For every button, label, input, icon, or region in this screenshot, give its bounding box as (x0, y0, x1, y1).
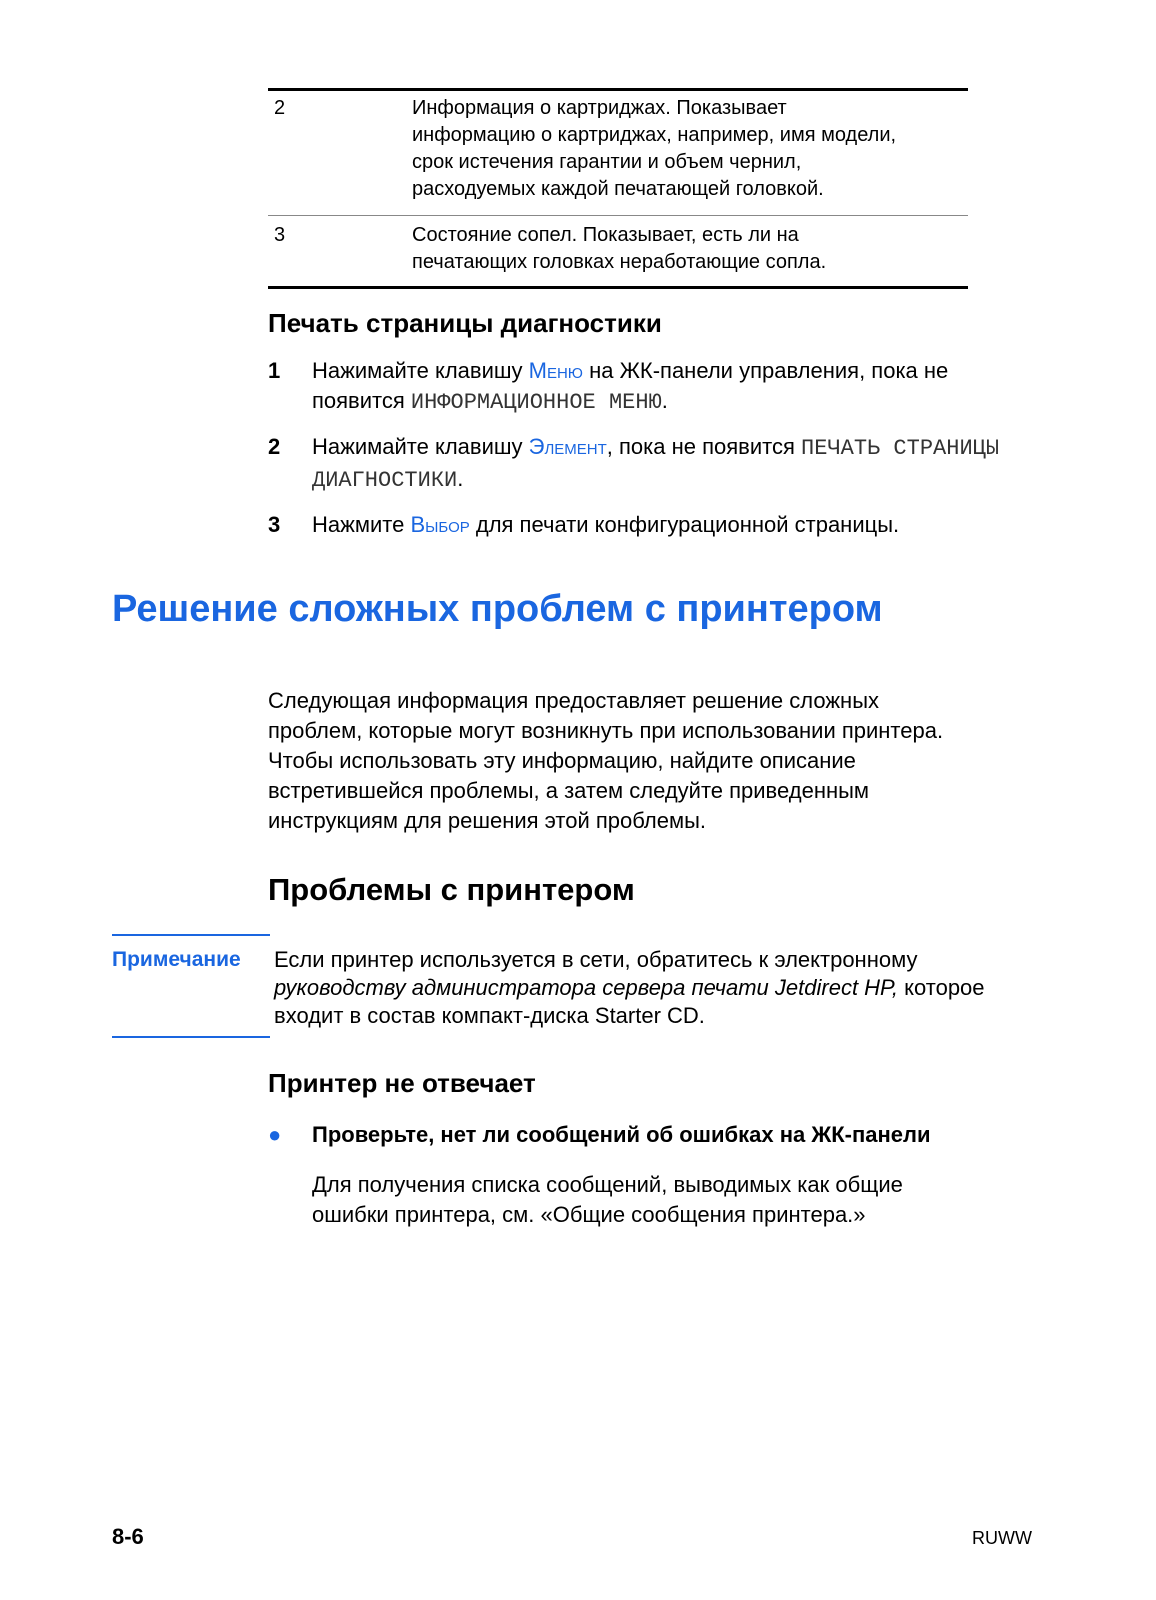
note-italic: руководству администратора сервера печати Jetdirect HP, (274, 975, 899, 1000)
step-number: 3 (268, 512, 281, 537)
step-item (268, 432, 1008, 496)
bullet-item (268, 1122, 931, 1148)
step-number: 2 (268, 434, 281, 459)
body-line: ошибки принтера, см. «Общие сообщения принтера.» (312, 1202, 866, 1227)
intro-line: Следующая информация предоставляет решение сложных (268, 688, 880, 713)
bullet-title: Проверьте, нет ли сообщений об ошибках на ЖК-панели (312, 1122, 931, 1147)
intro-line: проблем, которые могут возникнуть при использовании принтера. (268, 718, 944, 743)
desc-line: срок истечения гарантии и объем чернил, (412, 151, 802, 173)
note-rule-top (112, 934, 270, 936)
diag-heading-wrap (268, 308, 662, 339)
lcd-message: ПЕЧАТЬ СТРАНИЦЫ ДИАГНОСТИКИ (312, 436, 1000, 493)
body-line: Для получения списка сообщений, выводимых как общие (312, 1172, 903, 1197)
diag-steps (268, 356, 1008, 554)
step-mid: для печати конфигурационной страницы. (469, 512, 900, 537)
step-mid: на ЖК-панели управления, пока не появится (312, 358, 949, 413)
step-text (312, 356, 1008, 418)
step-post: . (661, 388, 668, 413)
no-response-heading: Принтер не отвечает (268, 1068, 536, 1098)
row-number: 3 (274, 224, 286, 246)
note-line (274, 974, 1074, 1002)
desc-line: информацию о картриджах, например, имя модели, (412, 124, 897, 146)
step-item (268, 356, 1008, 418)
note-rule-bottom (112, 1036, 270, 1038)
desc-line: Информация о картриджах. Показывает (412, 97, 787, 119)
intro-line: инструкциям для решения этой проблемы. (268, 808, 707, 833)
diag-heading: Печать страницы диагностики (268, 308, 662, 338)
table-row (268, 91, 968, 216)
step-item (268, 510, 1008, 540)
main-heading: Решение сложных проблем с принтером (112, 588, 883, 630)
printer-problems-heading: Проблемы с принтером (268, 872, 635, 907)
note-label: Примечание (112, 948, 241, 971)
row-description (412, 95, 968, 203)
key-select: Выбор (410, 512, 470, 537)
key-item: Элемент (528, 434, 607, 459)
info-table (268, 88, 968, 289)
table-row (268, 216, 968, 286)
step-number: 1 (268, 358, 281, 383)
key-menu: Меню (528, 358, 583, 383)
bullet-body (312, 1170, 1072, 1230)
page-number: 8-6 (112, 1524, 144, 1549)
lcd-message: ИНФОРМАЦИОННОЕ МЕНЮ (410, 390, 662, 415)
desc-line: печатающих головках неработающие сопла. (412, 251, 827, 273)
step-text (312, 510, 1008, 540)
intro-line: встретившейся проблемы, а затем следуйте приведенным (268, 778, 870, 803)
bullet-icon: ● (268, 1122, 282, 1147)
intro-paragraph (268, 686, 1068, 836)
row-number: 2 (274, 97, 286, 119)
desc-line: Состояние сопел. Показывает, есть ли на (412, 224, 799, 246)
step-pre: Нажимайте клавишу (312, 358, 529, 383)
step-mid: , пока не появится (606, 434, 802, 459)
note-text (274, 946, 1074, 1030)
step-pre: Нажмите (312, 512, 411, 537)
doc-code: RUWW (972, 1528, 1032, 1548)
step-post: . (457, 466, 464, 491)
note-rest: которое (898, 975, 985, 1000)
intro-line: Чтобы использовать эту информацию, найдите описание (268, 748, 856, 773)
note-line: Если принтер используется в сети, обратитесь к электронному (274, 947, 918, 972)
desc-line: расходуемых каждой печатающей головкой. (412, 178, 824, 200)
note-line: входит в состав компакт-диска Starter CD. (274, 1003, 705, 1028)
row-description (412, 222, 968, 276)
step-text (312, 432, 1008, 496)
step-pre: Нажимайте клавишу (312, 434, 529, 459)
